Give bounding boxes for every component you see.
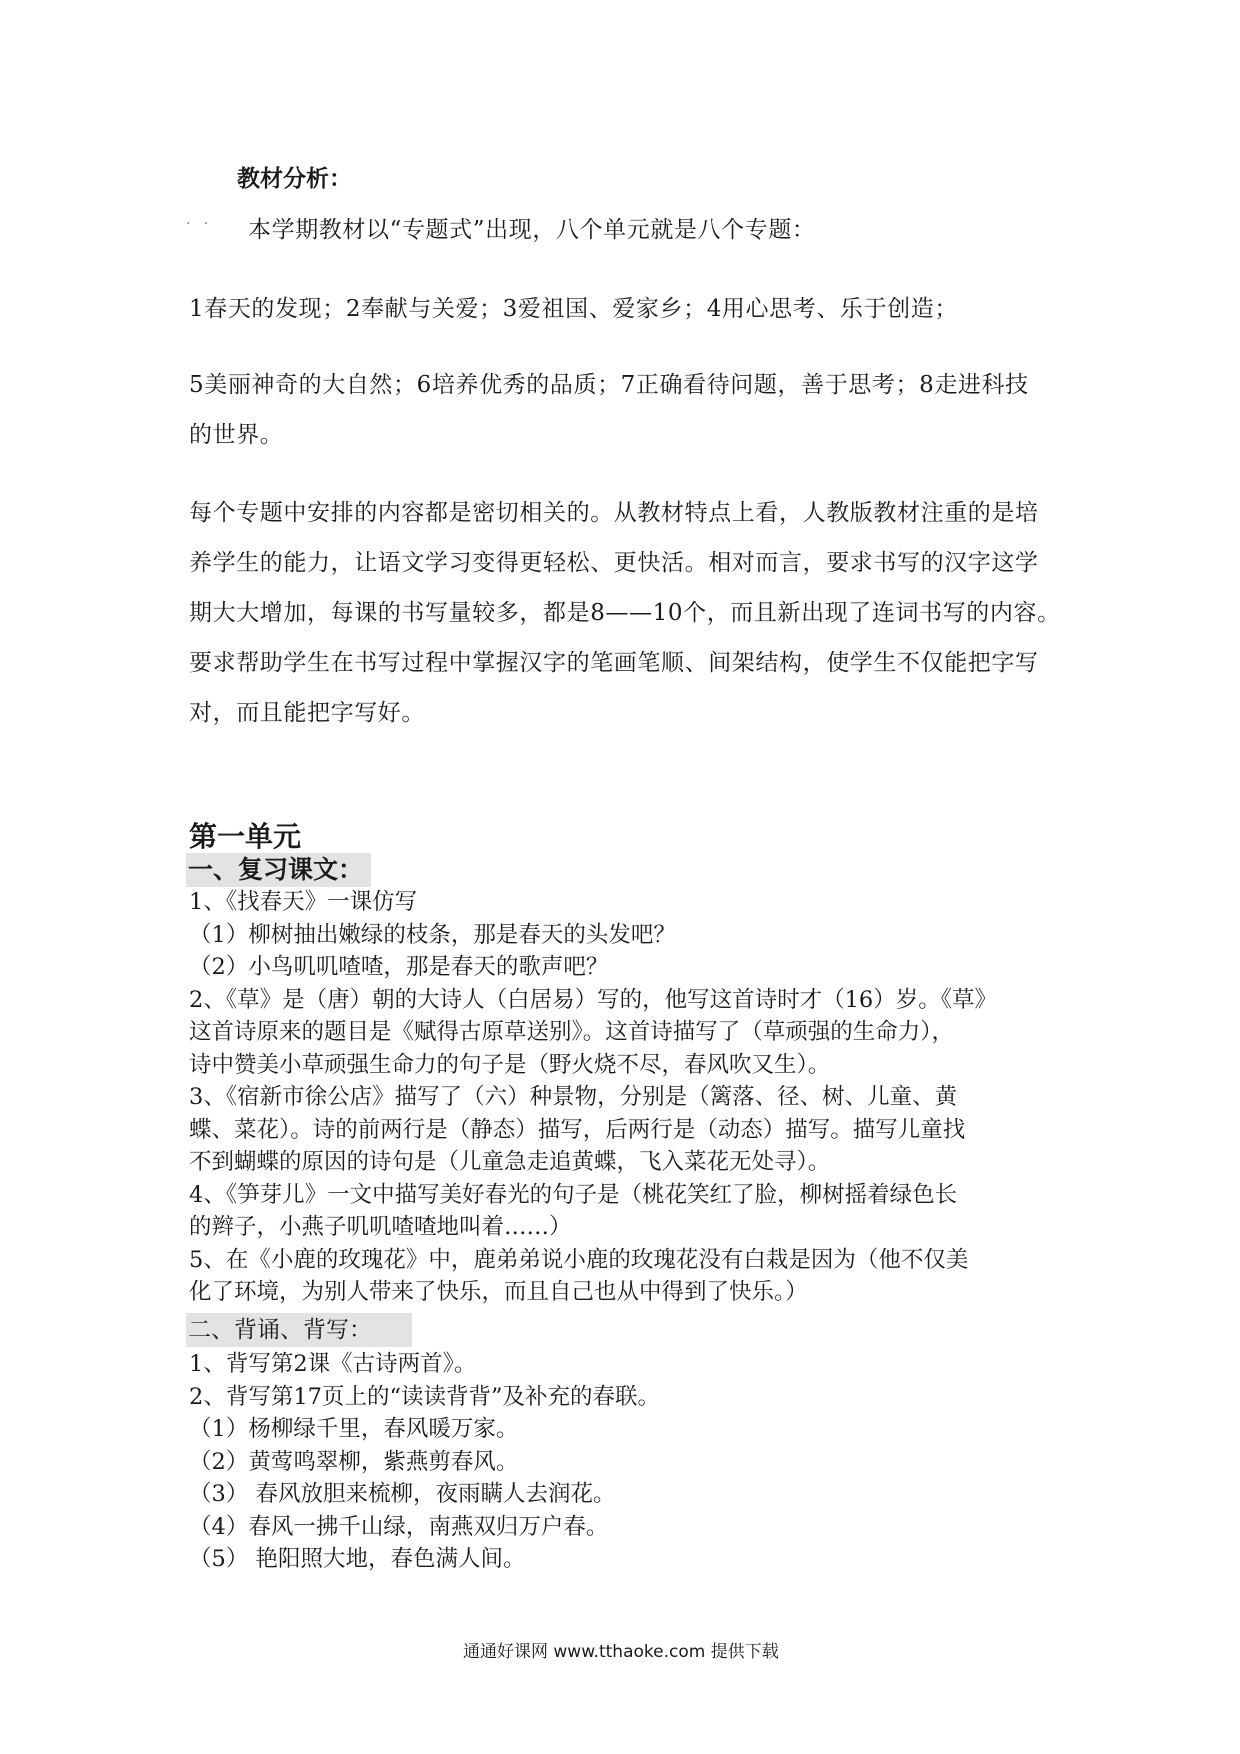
analysis-paragraph (189, 488, 1059, 738)
list-item: 化了环境，为别人带来了快乐，而且自己也从中得到了快乐。） (189, 1279, 808, 1305)
list-item: （3） 春风放胆来梳柳，夜雨瞒人去润花。 (189, 1481, 616, 1507)
paragraph-line: 养学生的能力，让语文学习变得更轻松、更快活。相对而言，要求书写的汉字这学 (189, 550, 1039, 576)
list-item: 4、《笋芽儿》一文中描写美好春光的句子是（桃花笑红了脸，柳树摇着绿色长 (189, 1181, 958, 1208)
unit-title: 第一单元 (189, 820, 302, 853)
paragraph-line: 要求帮助学生在书写过程中掌握汉字的笔画笔顺、间架结构，使学生不仅能把字写 (189, 650, 1039, 676)
topics-line-1: 1春天的发现；2奉献与关爱；3爱祖国、爱家乡；4用心思考、乐于创造； (189, 296, 958, 322)
intro-line: 本学期教材以“专题式”出现，八个单元就是八个专题： (248, 217, 816, 243)
list-item: （4）春风一拂千山绿，南燕双归万户春。 (189, 1513, 609, 1540)
paragraph-line: 每个专题中安排的内容都是密切相关的。从教材特点上看，人教版教材注重的是培 (189, 500, 1039, 526)
list-item: 2、背写第17页上的“读读背背”及补充的春联。 (189, 1383, 660, 1410)
list-item: （2）黄莺鸣翠柳，紫燕剪春风。 (189, 1448, 519, 1475)
list-item: 1、《找春天》一课仿写 (189, 889, 418, 915)
list-item: 2、《草》是（唐）朝的大诗人（白居易）写的，他写这首诗时才（16）岁。《草》 (189, 986, 997, 1013)
list-item: （1）柳树抽出嫩绿的枝条，那是春天的头发吧？ (189, 921, 676, 948)
list-item: 这首诗原来的题目是《赋得古原草送别》。这首诗描写了（草顽强的生命力）， (189, 1019, 955, 1045)
list-item: （5） 艳阳照大地，春色满人间。 (189, 1546, 526, 1572)
recite-list (189, 1348, 660, 1576)
footer-source: 通通好课网 www.tthaoke.com 提供下载 (463, 1642, 779, 1662)
list-item: 3、《宿新市徐公店》描写了（六）种景物，分别是（篱落、径、树、儿童、黄 (189, 1084, 958, 1110)
section-heading-review: 一、复习课文： (186, 853, 371, 887)
list-item: 诗中赞美小草顽强生命力的句子是（野火烧不尽，春风吹又生）。 (189, 1051, 831, 1078)
paragraph-line: 对，而且能把字写好。 (189, 700, 425, 726)
topics-line-2: 5美丽神奇的大自然；6培养优秀的品质；7正确看待问题，善于思考；8走进科技 (189, 372, 1029, 398)
paragraph-line: 期大大增加，每课的书写量较多，都是8——10个，而且新出现了连词书写的内容。 (189, 600, 1061, 626)
list-item: 不到蝴蝶的原因的诗句是（儿童急走追黄蝶，飞入菜花无处寻）。 (189, 1149, 831, 1175)
margin-marks: . . (186, 212, 209, 228)
list-item: 5、在《小鹿的玫瑰花》中，鹿弟弟说小鹿的玫瑰花没有白栽是因为（他不仅美 (189, 1246, 969, 1273)
section-heading-recite: 二、背诵、背写： (186, 1313, 412, 1347)
analysis-title: 教材分析： (237, 166, 352, 192)
list-item: 1、背写第2课《古诗两首》。 (189, 1351, 477, 1377)
list-item: （2）小鸟叽叽喳喳，那是春天的歌声吧？ (189, 954, 609, 980)
topics-line-3: 的世界。 (189, 422, 284, 448)
review-list (189, 886, 1069, 1309)
list-item: 蝶、菜花）。诗的前两行是（静态）描写，后两行是（动态）描写。描写儿童找 (189, 1116, 966, 1143)
list-item: 的辫子，小燕子叽叽喳喳地叫着……） (189, 1214, 572, 1240)
list-item: （1）杨柳绿千里，春风暖万家。 (189, 1416, 519, 1442)
